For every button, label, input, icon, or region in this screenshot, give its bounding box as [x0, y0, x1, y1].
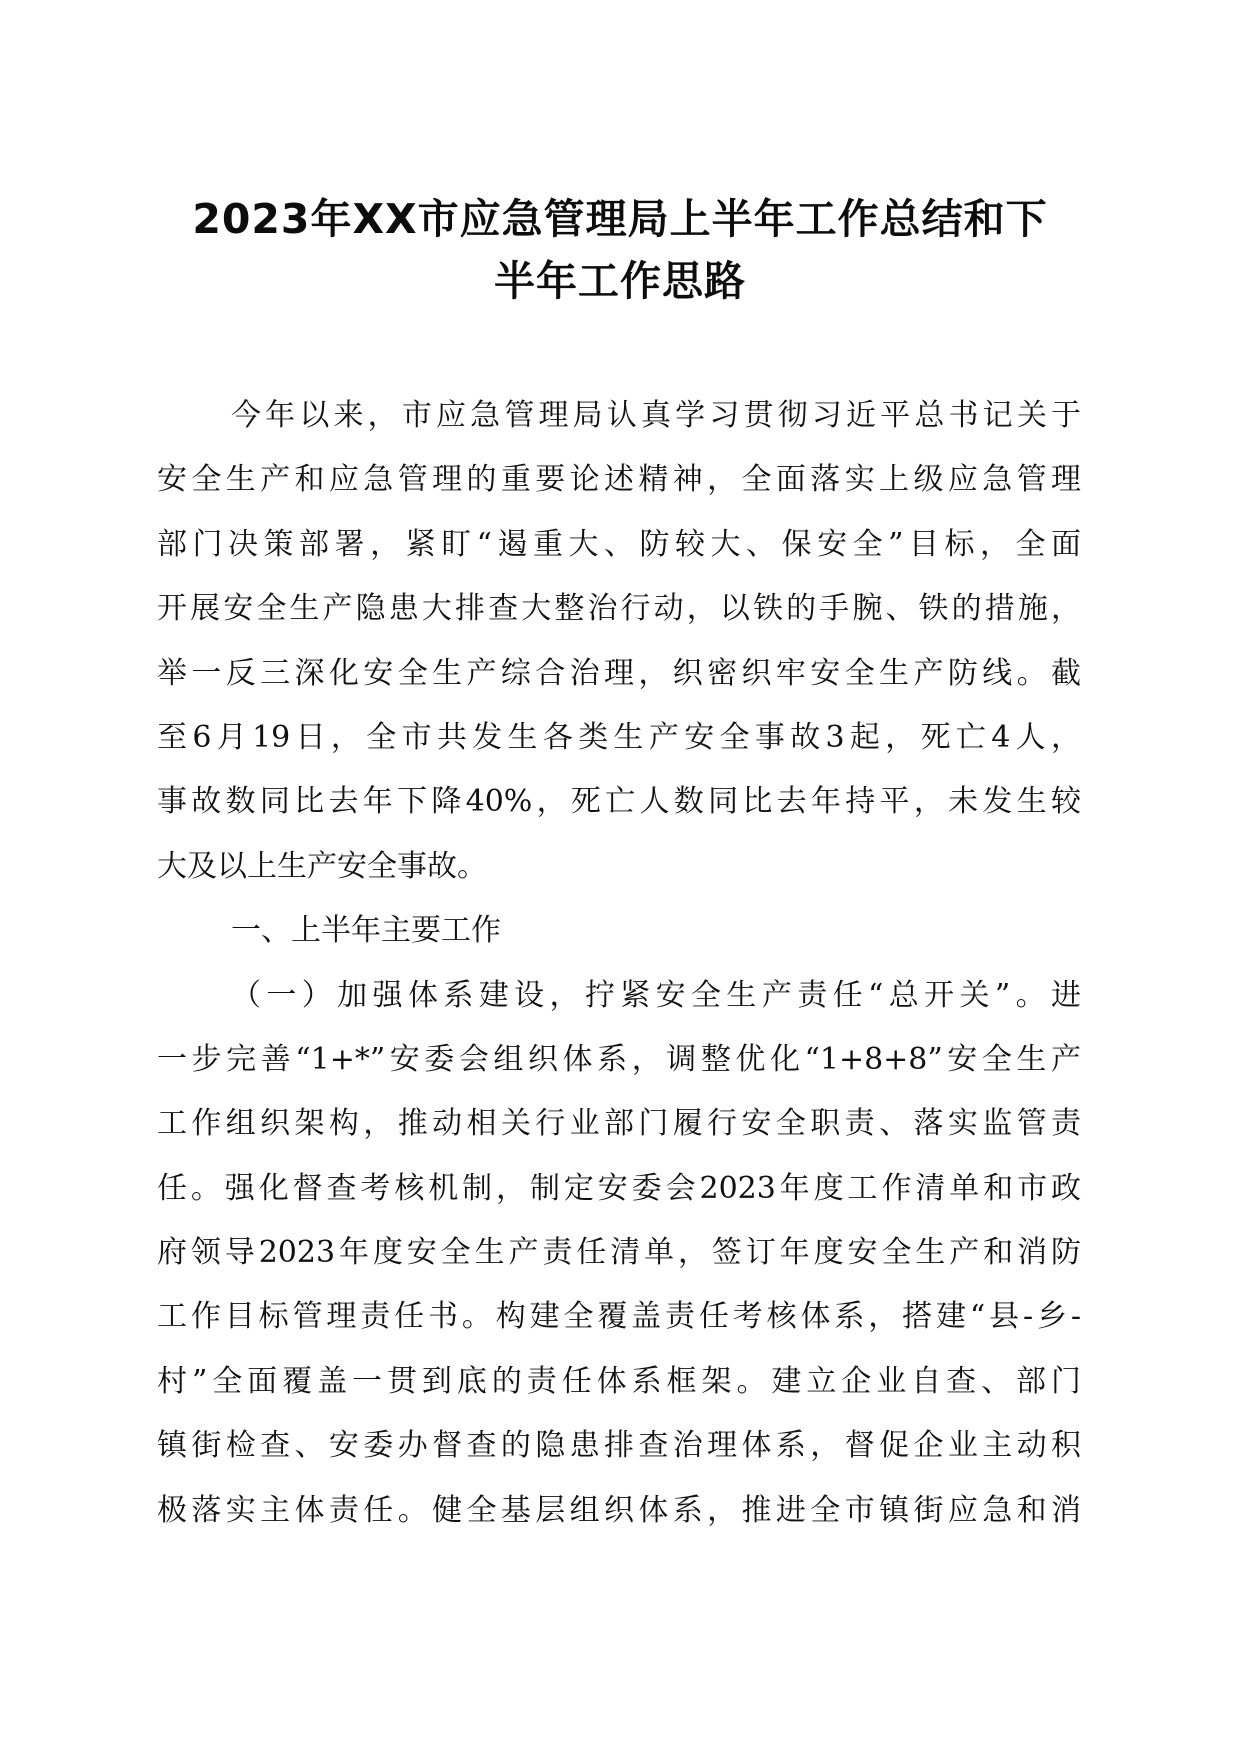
subsection-line: 工作组织架构，推动相关行业部门履行安全职责、落实监管责: [157, 1106, 1081, 1142]
intro-line: 安全生产和应急管理的重要论述精神，全面落实上级应急管理: [157, 462, 1081, 498]
section-heading: 一、上半年主要工作: [231, 913, 501, 949]
section-heading-paragraph: [157, 899, 1081, 963]
intro-line: 至6月19日，全市共发生各类生产安全事故3起，死亡4人，: [157, 719, 1081, 755]
subsection-line: 极落实主体责任。健全基层组织体系，推进全市镇街应急和消: [157, 1492, 1081, 1528]
subsection-line: 任。强化督查考核机制，制定安委会2023年度工作清单和市政: [157, 1170, 1081, 1206]
subsection-line: 工作目标管理责任书。构建全覆盖责任考核体系，搭建“县-乡-: [157, 1299, 1081, 1335]
intro-line: 大及以上生产安全事故。: [157, 848, 487, 884]
subsection-paragraph: [157, 964, 1081, 1544]
intro-line: 今年以来，市应急管理局认真学习贯彻习近平总书记关于: [231, 398, 1081, 433]
subsection-line: 村”全面覆盖一贯到底的责任体系框架。建立企业自查、部门: [157, 1363, 1081, 1399]
title-line-2: 半年工作思路: [494, 257, 746, 305]
subsection-line: 府领导2023年度安全生产责任清单，签订年度安全生产和消防: [157, 1235, 1081, 1271]
intro-line: 部门决策部署，紧盯“遏重大、防较大、保安全”目标，全面: [157, 526, 1081, 562]
intro-line: 举一反三深化安全生产综合治理，织密织牢安全生产防线。截: [157, 655, 1081, 691]
intro-line: 事故数同比去年下降40%，死亡人数同比去年持平，未发生较: [157, 784, 1081, 820]
title-line-1: 2023年XX市应急管理局上半年工作总结和下: [192, 195, 1048, 243]
document-title: [150, 188, 1090, 312]
subsection-line: （一）加强体系建设，拧紧安全生产责任“总开关”。进: [231, 977, 1081, 1013]
document-body: [157, 384, 1081, 1543]
intro-line: 开展安全生产隐患大排查大整治行动，以铁的手腕、铁的措施，: [157, 591, 1081, 627]
intro-paragraph: [157, 384, 1081, 899]
subsection-line: 一步完善“1+*”安委会组织体系，调整优化“1+8+8”安全生产: [157, 1041, 1081, 1077]
subsection-line: 镇街检查、安委办督查的隐患排查治理体系，督促企业主动积: [157, 1428, 1081, 1464]
